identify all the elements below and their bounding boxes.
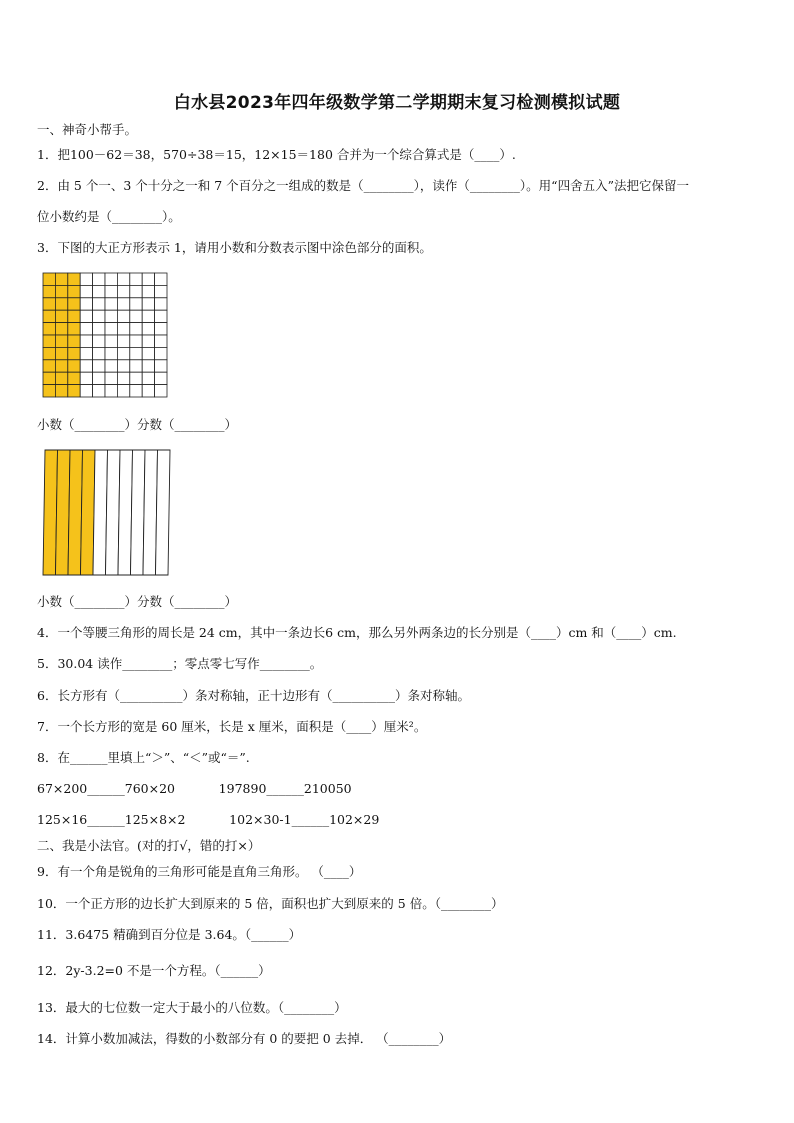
grid-cell — [155, 385, 167, 397]
grid-cell — [105, 298, 117, 310]
grid-cell — [130, 360, 142, 372]
shaded-cell — [43, 310, 55, 322]
grid-cell — [130, 385, 142, 397]
grid-cell — [93, 335, 105, 347]
grid-cell — [105, 335, 117, 347]
grid-cell — [105, 385, 117, 397]
grid-cell — [117, 273, 129, 285]
section-heading-2: 二、我是小法官。(对的打√，错的打×） — [37, 838, 261, 853]
shaded-cell — [68, 298, 80, 310]
grid-cell — [117, 335, 129, 347]
shaded-cell — [68, 372, 80, 384]
grid-cell — [117, 347, 129, 359]
grid-cell — [93, 273, 105, 285]
shaded-cell — [55, 360, 67, 372]
shaded-cell — [43, 323, 55, 335]
shaded-cell — [68, 285, 80, 297]
grid-cell — [105, 372, 117, 384]
grid-cell — [130, 298, 142, 310]
strip — [118, 450, 133, 575]
question-8-row-2: 125×16______125×8×2 102×30-1______102×29 — [37, 812, 380, 827]
question-11: 11．3.6475 精确到百分位是 3.64。（______） — [37, 927, 302, 942]
grid-cell — [142, 372, 154, 384]
grid-cell — [155, 273, 167, 285]
shaded-cell — [68, 385, 80, 397]
grid-cell — [93, 372, 105, 384]
shaded-cell — [55, 385, 67, 397]
grid-cell — [80, 285, 92, 297]
grid-cell — [130, 347, 142, 359]
shaded-cell — [43, 372, 55, 384]
grid-cell — [130, 310, 142, 322]
shaded-cell — [55, 335, 67, 347]
grid-cell — [117, 385, 129, 397]
strip — [156, 450, 171, 575]
grid-cell — [117, 285, 129, 297]
grid-cell — [142, 298, 154, 310]
shaded-cell — [43, 347, 55, 359]
question-8: 8．在______里填上“＞”、“＜”或“＝”. — [37, 750, 250, 765]
shaded-cell — [43, 360, 55, 372]
grid-cell — [80, 360, 92, 372]
question-2-line-2: 位小数约是（________）。 — [37, 209, 181, 224]
grid-cell — [80, 372, 92, 384]
shaded-strip — [81, 450, 96, 575]
grid-cell — [80, 347, 92, 359]
shaded-strip — [56, 450, 71, 575]
shaded-cell — [68, 335, 80, 347]
grid-cell — [155, 310, 167, 322]
shaded-cell — [55, 273, 67, 285]
shaded-cell — [68, 323, 80, 335]
shaded-cell — [55, 372, 67, 384]
question-3: 3．下图的大正方形表示 1，请用小数和分数表示图中涂色部分的面积。 — [37, 240, 432, 255]
shaded-cell — [68, 360, 80, 372]
grid-cell — [117, 298, 129, 310]
grid-cell — [93, 298, 105, 310]
grid-cell — [130, 335, 142, 347]
question-14: 14．计算小数加减法，得数的小数部分有 0 的要把 0 去掉． （________） — [37, 1031, 452, 1046]
grid-cell — [142, 273, 154, 285]
grid-cell — [130, 323, 142, 335]
grid-cell — [80, 298, 92, 310]
grid-cell — [80, 385, 92, 397]
grid-cell — [155, 347, 167, 359]
shaded-cell — [55, 347, 67, 359]
shaded-cell — [55, 323, 67, 335]
strip — [131, 450, 146, 575]
question-7: 7．一个长方形的宽是 60 厘米，长是 x 厘米，面积是（____）厘米²。 — [37, 719, 427, 734]
grid-cell — [117, 360, 129, 372]
grid-cell — [142, 310, 154, 322]
grid-cell — [155, 360, 167, 372]
section-heading-1: 一、神奇小帮手。 — [37, 122, 138, 137]
grid-cell — [155, 298, 167, 310]
grid-cell — [93, 323, 105, 335]
shaded-cell — [68, 273, 80, 285]
grid-cell — [80, 310, 92, 322]
grid-cell — [105, 347, 117, 359]
grid-cell — [105, 273, 117, 285]
question-8-row-1: 67×200______760×20 197890______210050 — [37, 781, 352, 796]
grid-cell — [142, 385, 154, 397]
grid-cell — [142, 323, 154, 335]
grid-cell — [142, 360, 154, 372]
grid-cell — [80, 335, 92, 347]
question-9: 9．有一个角是锐角的三角形可能是直角三角形。 （____） — [37, 864, 362, 879]
shaded-cell — [55, 298, 67, 310]
grid-cell — [155, 335, 167, 347]
question-12: 12．2y-3.2=0 不是一个方程。（______） — [37, 963, 271, 978]
question-1: 1．把100－62＝38，570÷38＝15，12×15＝180 合并为一个综合算式是（____）. — [37, 147, 516, 162]
question-3-answer-1: 小数（________）分数（________） — [37, 417, 238, 432]
question-6: 6．长方形有（__________）条对称轴，正十边形有（__________）条对称轴。 — [37, 688, 470, 703]
grid-cell — [130, 273, 142, 285]
grid-cell — [155, 285, 167, 297]
strip — [143, 450, 158, 575]
grid-cell — [117, 323, 129, 335]
question-10: 10．一个正方形的边长扩大到原来的 5 倍，面积也扩大到原来的 5 倍。（________） — [37, 896, 504, 911]
shaded-strip — [43, 450, 58, 575]
grid-cell — [130, 372, 142, 384]
grid-cell — [142, 347, 154, 359]
grid-cell — [155, 323, 167, 335]
question-3-answer-2: 小数（________）分数（________） — [37, 594, 238, 609]
shaded-cell — [68, 347, 80, 359]
grid-cell — [105, 285, 117, 297]
grid-cell — [117, 372, 129, 384]
hundred-square-figure — [42, 272, 168, 398]
strip — [93, 450, 108, 575]
question-5: 5．30.04 读作________；零点零七写作________。 — [37, 656, 323, 671]
shaded-cell — [55, 310, 67, 322]
grid-cell — [142, 285, 154, 297]
grid-cell — [93, 385, 105, 397]
shaded-cell — [43, 335, 55, 347]
grid-cell — [93, 285, 105, 297]
grid-cell — [93, 360, 105, 372]
shaded-cell — [43, 285, 55, 297]
grid-cell — [117, 310, 129, 322]
grid-cell — [80, 273, 92, 285]
shaded-strip — [68, 450, 83, 575]
question-4: 4．一个等腰三角形的周长是 24 cm，其中一条边长6 cm，那么另外两条边的长分别是（____）cm 和（____）cm. — [37, 625, 677, 640]
shaded-cell — [68, 310, 80, 322]
question-2-line-1: 2．由 5 个一、3 个十分之一和 7 个百分之一组成的数是（________），读作（________）。用“四舍五入”法把它保留一 — [37, 178, 689, 193]
grid-cell — [93, 347, 105, 359]
grid-cell — [105, 310, 117, 322]
grid-cell — [93, 310, 105, 322]
shaded-cell — [43, 298, 55, 310]
ten-strips-figure — [42, 449, 172, 577]
strip — [106, 450, 121, 575]
grid-cell — [105, 360, 117, 372]
shaded-cell — [43, 273, 55, 285]
grid-cell — [80, 323, 92, 335]
grid-cell — [130, 285, 142, 297]
question-13: 13．最大的七位数一定大于最小的八位数。（________） — [37, 1000, 347, 1015]
grid-cell — [142, 335, 154, 347]
grid-cell — [105, 323, 117, 335]
shaded-cell — [43, 385, 55, 397]
grid-cell — [155, 372, 167, 384]
shaded-cell — [55, 285, 67, 297]
page-title: 白水县2023年四年级数学第二学期期末复习检测模拟试题 — [173, 93, 621, 113]
